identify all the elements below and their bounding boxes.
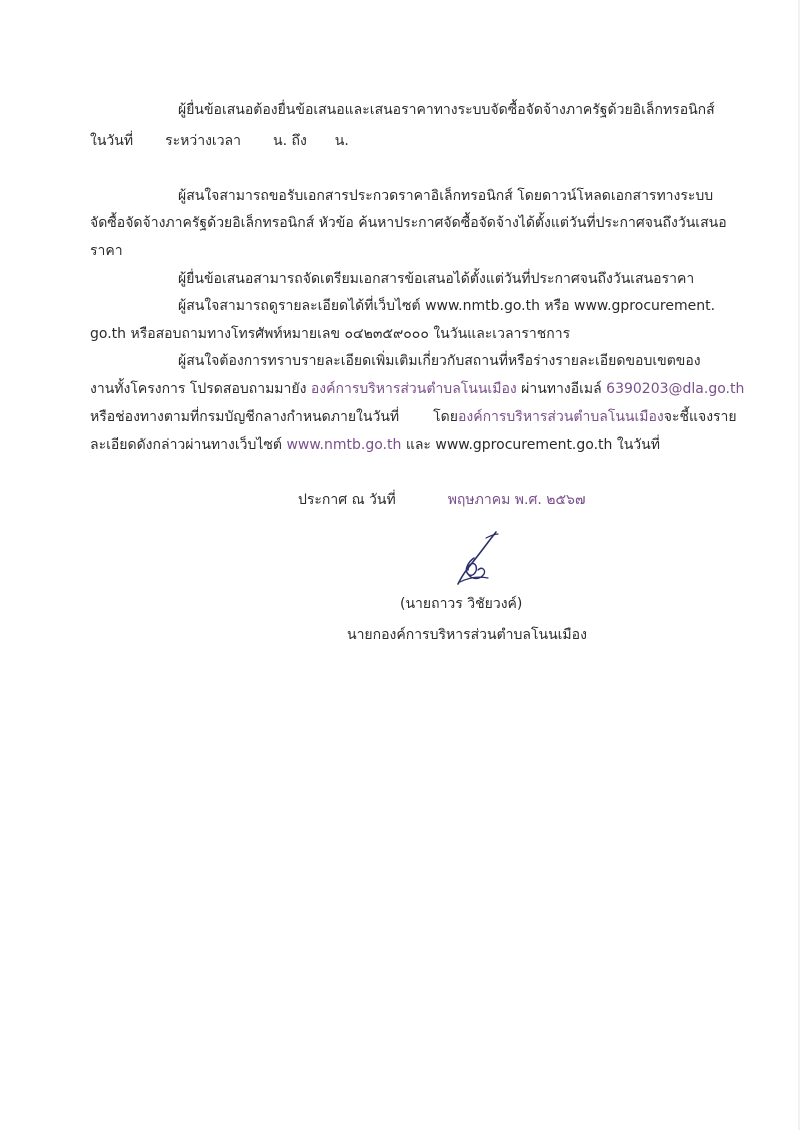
website-info-line-2: go.th หรือสอบถามทางโทรศัพท์หมายเลข ๐๔๒๓๕๙๐๐๐ ในวันและเวลาราชการ <box>90 326 571 342</box>
bid-time-to-label: น. ถึง <box>273 133 307 149</box>
announce-label: ประกาศ ณ วันที่ <box>298 492 396 508</box>
more-details-line-4 <box>90 436 660 454</box>
more-details-line-3 <box>90 408 737 426</box>
email-address: 6390203@dla.go.th <box>606 381 745 397</box>
bid-time-label: ระหว่างเวลา <box>165 133 241 149</box>
more-details-line-1: ผู้สนใจต้องการทราบรายละเอียดเพิ่มเติมเกี่ยวกับสถานที่หรือร่างรายละเอียดขอบเขตของ <box>178 353 701 369</box>
document-download-line-2: จัดซื้อจัดจ้างภาครัฐด้วยอิเล็กทรอนิกส์ หัวข้อ ค้นหาประกาศจัดซื้อจัดจ้างได้ตั้งแต่วันที่ประกาศจนถึงวันเสนอ <box>90 215 727 231</box>
clarify-text: จะชี้แจงราย <box>663 409 737 425</box>
signer-title: นายกองค์การบริหารส่วนตำบลโนนเมือง <box>347 627 587 643</box>
website-text: ละเอียดดังกล่าวผ่านทางเว็บไซต์ <box>90 437 283 453</box>
bid-submission-line-2 <box>90 132 349 150</box>
bid-submission-line-1: ผู้ยื่นข้อเสนอต้องยื่นข้อเสนอและเสนอราคาทางระบบจัดซื้อจัดจ้างภาครัฐด้วยอิเล็กทรอนิกส์ <box>178 102 715 118</box>
announce-line <box>298 491 585 509</box>
handwritten-signature <box>438 528 518 592</box>
website-nmtb: www.nmtb.go.th <box>286 437 402 453</box>
contact-intro: งานทั้งโครงการ โปรดสอบถามมายัง <box>90 381 307 397</box>
organization-name: องค์การบริหารส่วนตำบลโนนเมือง <box>310 381 517 397</box>
announce-date: พฤษภาคม พ.ศ. ๒๕๖๗ <box>447 492 586 508</box>
website-info-line-1: ผู้สนใจสามารถดูรายละเอียดได้ที่เว็บไซต์ www.nmtb.go.th หรือ www.gprocurement. <box>178 298 716 314</box>
bid-time-unit: น. <box>334 133 349 149</box>
signer-name: (นายถาวร วิชัยวงค์) <box>400 596 523 612</box>
document-download-line-3: ราคา <box>90 243 123 259</box>
more-details-line-2 <box>90 380 744 398</box>
document-download-line-1: ผู้สนใจสามารถขอรับเอกสารประกวดราคาอิเล็กทรอนิกส์ โดยดาวน์โหลดเอกสารทางระบบ <box>178 188 714 204</box>
website-gprocurement-text: และ www.gprocurement.go.th ในวันที่ <box>405 437 660 453</box>
organization-name-2: องค์การบริหารส่วนตำบลโนนเมือง <box>457 409 664 425</box>
prepare-documents-line: ผู้ยื่นข้อเสนอสามารถจัดเตรียมเอกสารข้อเสนอได้ตั้งแต่วันที่ประกาศจนถึงวันเสนอราคา <box>178 271 695 287</box>
bid-date-label: ในวันที่ <box>90 133 134 149</box>
email-label: ผ่านทางอีเมล์ <box>521 381 602 397</box>
deadline-text: หรือช่องทางตามที่กรมบัญชีกลางกำหนดภายในวันที่ <box>90 409 400 425</box>
by-text: โดย <box>433 409 458 425</box>
